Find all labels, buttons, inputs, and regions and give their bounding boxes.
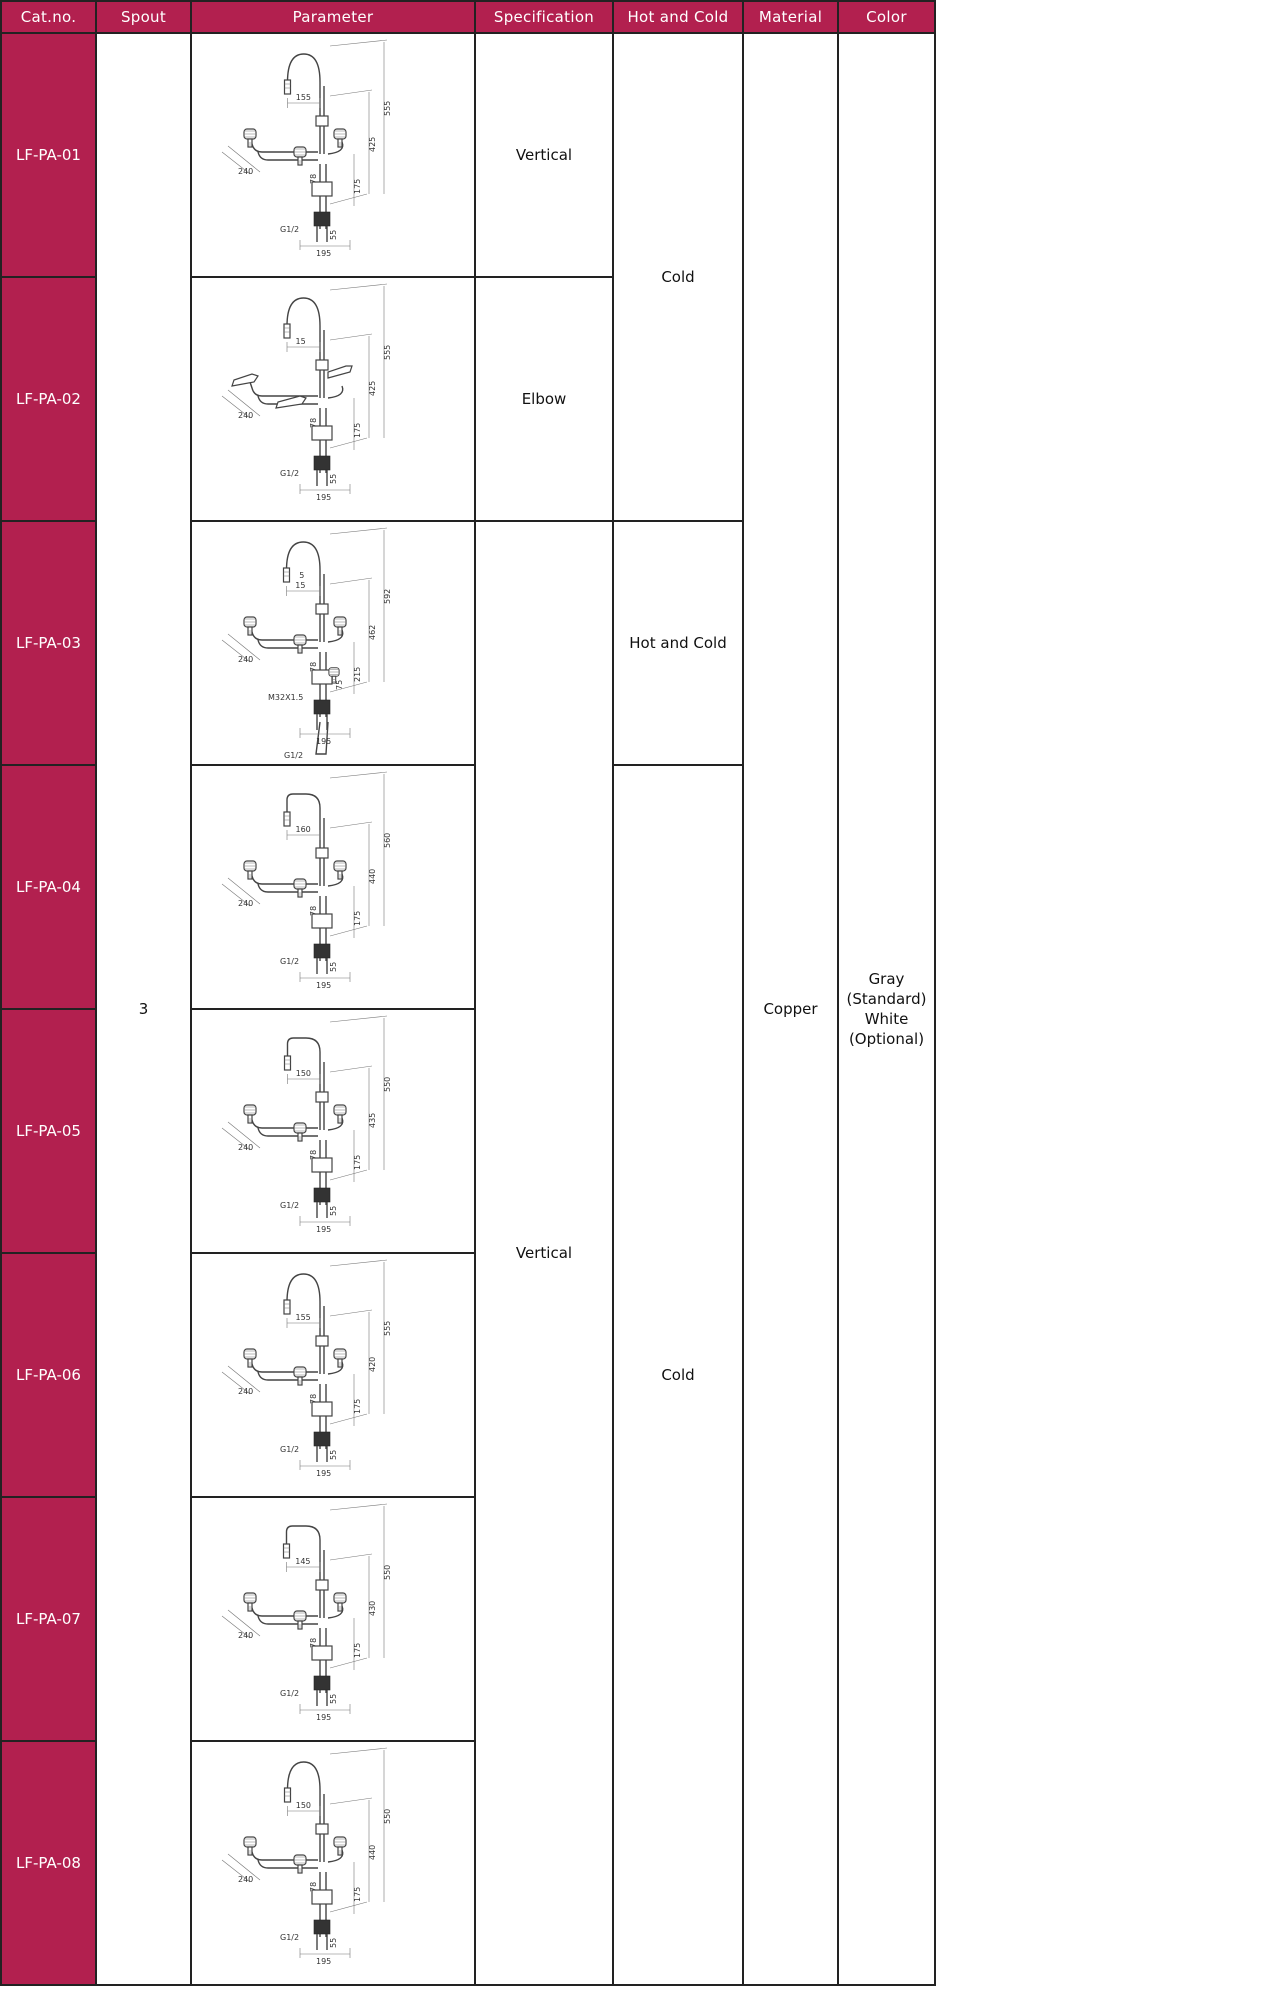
base-nut xyxy=(314,1188,330,1202)
reach-label: 5 xyxy=(299,571,305,580)
spout-collar xyxy=(316,1580,328,1590)
spout-pipe xyxy=(287,1274,320,1374)
base-label: 55 xyxy=(329,1693,338,1704)
side-length-label: 240 xyxy=(238,167,254,176)
width-label: 195 xyxy=(316,1713,332,1722)
valve-knob-icon xyxy=(334,861,346,879)
cat-no-cell: LF-PA-01 xyxy=(1,33,96,277)
parameter-drawing-cell xyxy=(191,1009,475,1253)
parameter-drawing-cell xyxy=(191,33,475,277)
header-spout: Spout xyxy=(96,1,191,33)
spout-cell: 3 xyxy=(96,33,191,1985)
base-label: 55 xyxy=(329,1449,338,1460)
material-cell: Copper xyxy=(743,33,838,1985)
spout-pipe xyxy=(287,794,320,886)
side-arm xyxy=(250,870,318,884)
total-height-label: 550 xyxy=(383,1076,392,1092)
header-specification: Specification xyxy=(475,1,613,33)
spout-collar xyxy=(316,604,328,614)
valve-knob-icon xyxy=(244,1105,256,1123)
width-label: 195 xyxy=(316,1225,332,1234)
side-length-label: 240 xyxy=(238,411,254,420)
valve-height-label: 78 xyxy=(309,661,318,672)
cat-no-cell: LF-PA-06 xyxy=(1,1253,96,1497)
outlet-nozzle xyxy=(284,324,290,338)
valve-knob-icon xyxy=(334,1349,346,1367)
hot-cold-cell: Cold xyxy=(613,765,743,1985)
total-height-label: 560 xyxy=(383,832,392,848)
spout-pipe xyxy=(288,1038,321,1130)
side-length-label: 240 xyxy=(238,655,254,664)
faucet-drawing xyxy=(192,522,474,764)
width-label: 195 xyxy=(316,981,332,990)
side-arm xyxy=(250,1602,318,1616)
header-color: Color xyxy=(838,1,935,33)
spout-collar xyxy=(316,360,328,370)
outlet-nozzle xyxy=(284,1544,290,1558)
base-height-label: 215 xyxy=(353,666,362,682)
specification-cell: Elbow xyxy=(475,277,613,521)
spout-height-label: 425 xyxy=(368,380,377,396)
valve-knob-icon xyxy=(294,1855,306,1873)
faucet-drawing xyxy=(192,1742,474,1984)
base-height-label: 175 xyxy=(353,1886,362,1902)
spout-height-label: 430 xyxy=(368,1600,377,1616)
valve-knob-icon xyxy=(334,617,346,635)
side-length-label: 240 xyxy=(238,899,254,908)
header-hot-and-cold: Hot and Cold xyxy=(613,1,743,33)
side-length-label: 240 xyxy=(238,1631,254,1640)
specification-cell: Vertical xyxy=(475,33,613,277)
total-height-label: 555 xyxy=(383,100,392,116)
base-label: 55 xyxy=(329,961,338,972)
valve-knob-icon xyxy=(334,1593,346,1611)
spout-height-label: 435 xyxy=(368,1112,377,1128)
table-row xyxy=(1,33,935,277)
side-arm xyxy=(250,1358,318,1372)
elbow-lever-icon xyxy=(328,366,352,378)
hot-cold-cell: Cold xyxy=(613,33,743,521)
base-nut xyxy=(314,1920,330,1934)
faucet-drawing xyxy=(192,766,474,1008)
valve-knob-icon xyxy=(294,879,306,897)
valve-knob-icon xyxy=(294,1611,306,1629)
base-nut xyxy=(314,700,330,714)
parameter-drawing-cell xyxy=(191,277,475,521)
cat-no-cell: LF-PA-03 xyxy=(1,521,96,765)
valve-knob-icon xyxy=(244,617,256,635)
elbow-lever-icon xyxy=(232,374,258,386)
side-arm xyxy=(250,1846,318,1860)
side-arm-edge xyxy=(258,884,318,892)
outlet-nozzle xyxy=(284,812,290,826)
side-length-label: 240 xyxy=(238,1387,254,1396)
width-label: 195 xyxy=(316,1469,332,1478)
thread-label: G1/2 xyxy=(280,1445,300,1454)
valve-knob-icon xyxy=(334,1105,346,1123)
valve-knob-icon xyxy=(294,1123,306,1141)
side-length-label: 240 xyxy=(238,1875,254,1884)
valve-knob-icon xyxy=(334,1837,346,1855)
faucet-drawing xyxy=(192,1498,474,1740)
total-height-label: 550 xyxy=(383,1808,392,1824)
spout-collar xyxy=(316,1824,328,1834)
total-height-label: 550 xyxy=(383,1564,392,1580)
header-row xyxy=(1,1,935,33)
spout-height-label: 440 xyxy=(368,868,377,884)
cat-no-cell: LF-PA-08 xyxy=(1,1741,96,1985)
parameter-drawing-cell xyxy=(191,1741,475,1985)
thread-label: G1/2 xyxy=(280,1201,300,1210)
spout-pipe xyxy=(287,542,321,642)
side-arm-edge xyxy=(258,152,318,160)
base-label: 55 xyxy=(329,473,338,484)
side-length-label: 240 xyxy=(238,1143,254,1152)
thread-label: G1/2 xyxy=(280,1689,300,1698)
outlet-nozzle xyxy=(285,1788,291,1802)
thread-label: G1/2 xyxy=(280,469,300,478)
width-label: 195 xyxy=(316,493,332,502)
valve-knob-icon xyxy=(244,129,256,147)
valve-knob-icon xyxy=(244,1837,256,1855)
base-label: 55 xyxy=(329,1205,338,1216)
thread-label: M32X1.5 xyxy=(268,693,304,702)
valve-knob-icon xyxy=(294,635,306,653)
base-height-label: 175 xyxy=(353,910,362,926)
base-height-label: 175 xyxy=(353,1398,362,1414)
spout-pipe xyxy=(287,1526,321,1618)
spout-pipe xyxy=(288,54,321,154)
header-parameter: Parameter xyxy=(191,1,475,33)
spout-pipe xyxy=(288,1762,321,1862)
color-white: White xyxy=(864,1010,909,1028)
parameter-drawing-cell xyxy=(191,765,475,1009)
valve-knob-icon xyxy=(294,147,306,165)
side-arm xyxy=(250,626,318,640)
reach-label: 160 xyxy=(295,825,311,834)
side-arm-edge xyxy=(258,1128,318,1136)
valve-knob-icon xyxy=(244,861,256,879)
base-height-label: 75 xyxy=(335,679,344,690)
color-optional: (Optional) xyxy=(848,1030,925,1048)
outlet-nozzle xyxy=(285,80,291,94)
base-height-label: 175 xyxy=(353,1642,362,1658)
valve-knob-icon xyxy=(244,1593,256,1611)
valve-height-label: 78 xyxy=(309,1393,318,1404)
width-label: 195 xyxy=(316,1957,332,1966)
cat-no-cell: LF-PA-04 xyxy=(1,765,96,1009)
reach-label: 15 xyxy=(295,581,306,590)
base-height-label: 175 xyxy=(353,1154,362,1170)
valve-height-label: 78 xyxy=(309,1637,318,1648)
spout-pipe xyxy=(287,298,320,398)
spout-height-label: 420 xyxy=(368,1356,377,1372)
base-nut xyxy=(314,1676,330,1690)
valve-height-label: 78 xyxy=(309,1881,318,1892)
reach-label: 150 xyxy=(295,1801,312,1810)
total-height-label: 555 xyxy=(383,344,392,360)
cat-no-cell: LF-PA-05 xyxy=(1,1009,96,1253)
base-nut xyxy=(314,1432,330,1446)
outlet-nozzle xyxy=(285,1056,291,1070)
base-nut xyxy=(314,212,330,226)
elbow-lever-icon xyxy=(276,396,306,408)
reach-label: 155 xyxy=(295,1313,311,1322)
outlet-nozzle xyxy=(284,1300,290,1314)
faucet-drawing xyxy=(192,1254,474,1496)
valve-knob-icon xyxy=(334,129,346,147)
outlet-nozzle xyxy=(284,568,290,582)
faucet-drawing xyxy=(192,278,474,520)
spout-height-label: 425 xyxy=(368,136,377,152)
valve-height-label: 78 xyxy=(309,417,318,428)
spout-height-label: 440 xyxy=(368,1844,377,1860)
parameter-drawing-cell xyxy=(191,1253,475,1497)
base-nut xyxy=(314,456,330,470)
width-label: 195 xyxy=(316,737,332,746)
parameter-drawing-cell xyxy=(191,1497,475,1741)
total-height-label: 592 xyxy=(383,588,392,604)
thread-label: G1/2 xyxy=(280,225,300,234)
thread-label: G1/2 xyxy=(280,957,300,966)
cat-no-cell: LF-PA-07 xyxy=(1,1497,96,1741)
reach-label: 145 xyxy=(295,1557,311,1566)
thread-label: G1/2 xyxy=(284,751,304,760)
reach-label: 150 xyxy=(295,1069,312,1078)
side-arm xyxy=(250,1114,318,1128)
spout-collar xyxy=(316,1092,328,1102)
side-arm-edge xyxy=(258,1372,318,1380)
thread-label: G1/2 xyxy=(280,1933,300,1942)
spout-collar xyxy=(316,1336,328,1346)
color-cell xyxy=(838,33,935,1985)
base-label: 55 xyxy=(329,1937,338,1948)
side-arm xyxy=(250,138,318,152)
color-gray: Gray xyxy=(868,970,905,988)
total-height-label: 555 xyxy=(383,1320,392,1336)
base-height-label: 175 xyxy=(353,422,362,438)
valve-knob-icon xyxy=(244,1349,256,1367)
color-standard: (Standard) xyxy=(846,990,927,1008)
spout-collar xyxy=(316,116,328,126)
side-arm-edge xyxy=(258,640,318,648)
valve-height-label: 78 xyxy=(309,173,318,184)
width-label: 195 xyxy=(316,249,332,258)
reach-label: 155 xyxy=(295,93,312,102)
cat-no-cell: LF-PA-02 xyxy=(1,277,96,521)
side-arm-edge xyxy=(258,1860,318,1868)
faucet-drawing xyxy=(192,34,474,276)
valve-height-label: 78 xyxy=(309,1149,318,1160)
valve-height-label: 78 xyxy=(309,905,318,916)
hot-cold-cell: Hot and Cold xyxy=(613,521,743,765)
base-nut xyxy=(314,944,330,958)
faucet-drawing xyxy=(192,1010,474,1252)
side-arm xyxy=(250,382,318,396)
base-label: 55 xyxy=(329,229,338,240)
spout-height-label: 462 xyxy=(368,624,377,640)
spout-collar xyxy=(316,848,328,858)
side-arm-edge xyxy=(258,1616,318,1624)
parameter-drawing-cell xyxy=(191,521,475,765)
reach-label: 15 xyxy=(295,337,306,346)
header-material: Material xyxy=(743,1,838,33)
side-arm-right xyxy=(328,386,343,398)
valve-knob-icon xyxy=(294,1367,306,1385)
specification-cell: Vertical xyxy=(475,521,613,1985)
base-height-label: 175 xyxy=(353,178,362,194)
header-cat-no: Cat.no. xyxy=(1,1,96,33)
